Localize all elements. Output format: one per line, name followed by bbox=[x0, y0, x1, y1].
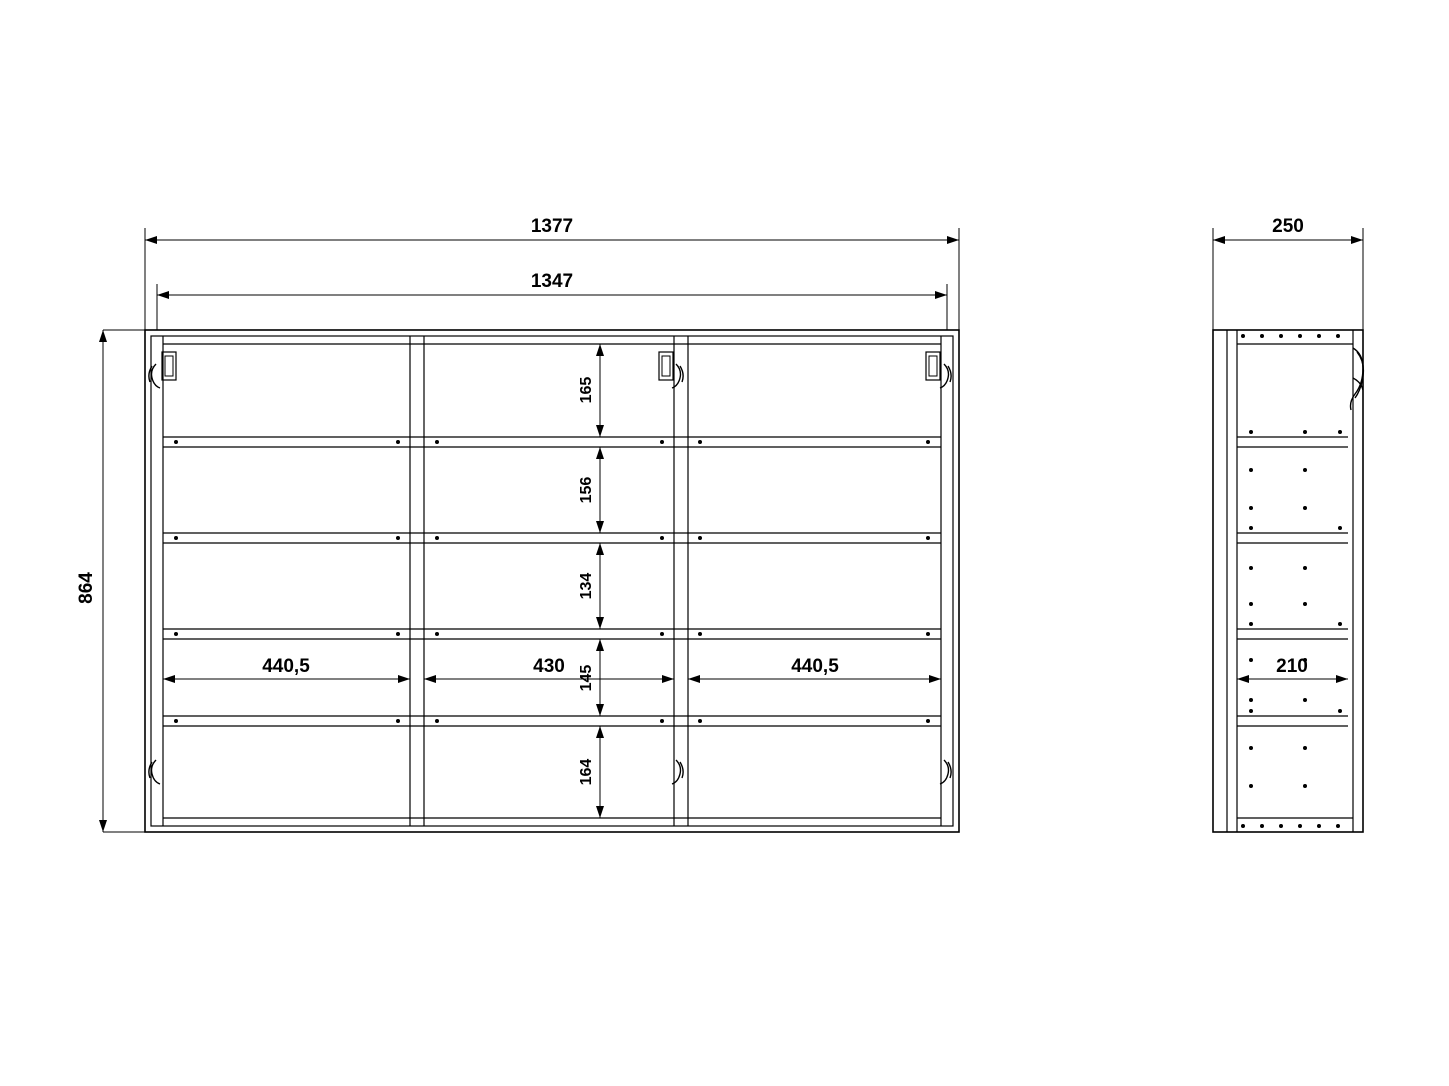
shelves bbox=[163, 437, 941, 726]
dim-440-5-left-label: 440,5 bbox=[262, 656, 310, 677]
dim-440-5-right-label: 440,5 bbox=[791, 656, 839, 677]
dim-156-label: 156 bbox=[578, 476, 595, 504]
hinge-plates-top bbox=[162, 352, 940, 380]
dim-864 bbox=[76, 330, 148, 832]
dim-250 bbox=[1213, 216, 1363, 244]
vertical-dividers bbox=[410, 336, 688, 826]
dim-145-label: 145 bbox=[578, 664, 595, 692]
dim-134-label: 134 bbox=[578, 572, 595, 600]
dim-864-label: 864 bbox=[76, 572, 97, 604]
dim-430-label: 430 bbox=[533, 656, 565, 677]
front-view bbox=[76, 216, 959, 832]
side-drill-marks bbox=[1241, 334, 1342, 828]
shelf-pin-marks bbox=[174, 440, 930, 723]
dim-1347-label: 1347 bbox=[530, 271, 574, 292]
side-shelves bbox=[1237, 437, 1348, 726]
dim-1377-label: 1377 bbox=[530, 216, 574, 237]
dim-165-label: 165 bbox=[578, 376, 595, 404]
side-outline bbox=[1213, 330, 1363, 832]
dim-compartment-widths bbox=[163, 656, 941, 683]
dim-1347 bbox=[157, 271, 947, 299]
dim-164-label: 164 bbox=[578, 758, 595, 786]
dim-250-label: 250 bbox=[1272, 216, 1304, 237]
hinge-arms bbox=[149, 364, 951, 784]
dim-chain-heights bbox=[578, 344, 604, 818]
dim-210-label: 210 bbox=[1276, 656, 1308, 677]
dim-210 bbox=[1237, 656, 1348, 683]
side-view bbox=[1213, 216, 1363, 832]
dim-1377 bbox=[145, 216, 959, 244]
cabinet-outline bbox=[145, 330, 959, 832]
carcass-inner-outline bbox=[151, 336, 953, 826]
